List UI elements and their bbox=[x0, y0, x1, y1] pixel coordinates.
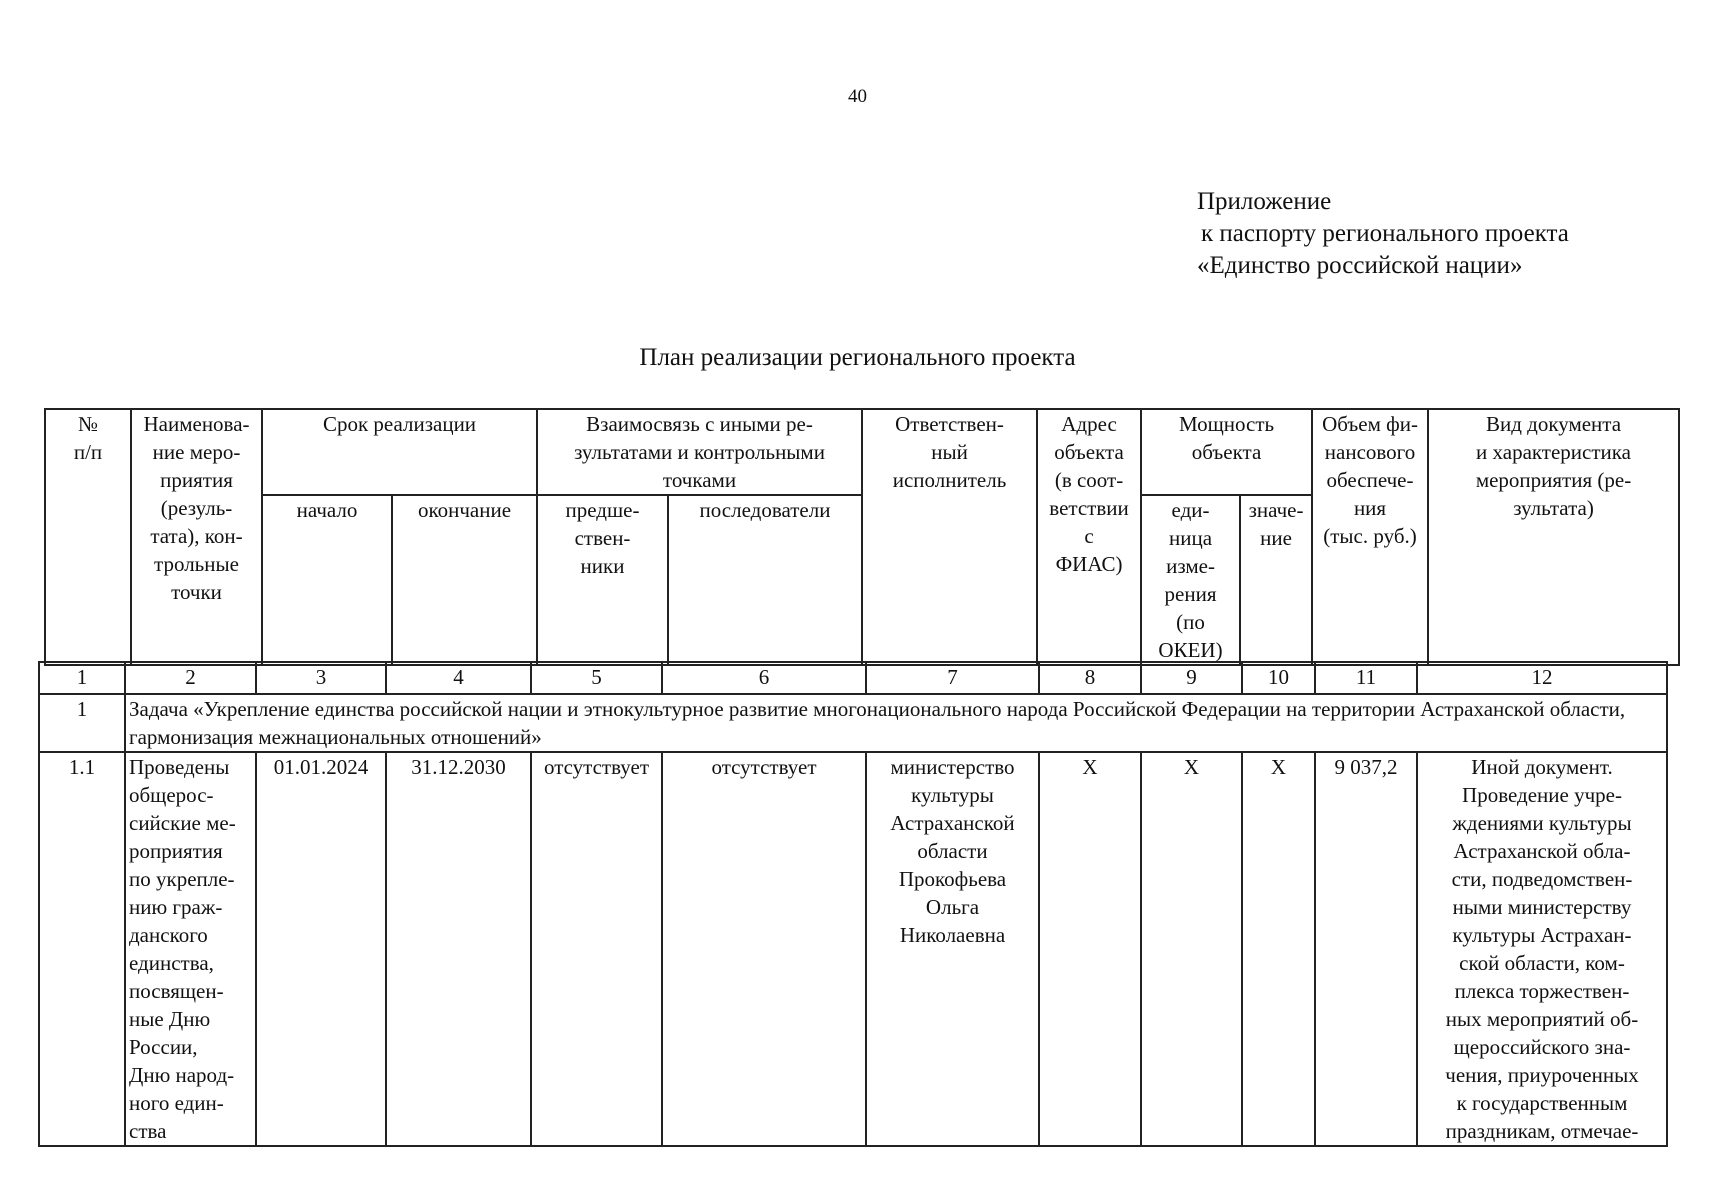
column-number: 9 bbox=[1141, 662, 1242, 694]
header-number: № п/п bbox=[45, 409, 131, 665]
header-end: окончание bbox=[392, 495, 537, 665]
appendix-line: «Единство российской нации» bbox=[1197, 252, 1523, 279]
row-document: Иной документ. Проведение учре- ждениями культуры Астраханской обла- сти, подведомствен- ными министерству культуры Астрахан- ской области, ком- плекса торжествен- ных мероприятий об- щероссийского зна- чения, приуроченных к государственным праздникам, отмечае- bbox=[1417, 752, 1667, 1146]
header-successors: последователи bbox=[668, 495, 862, 665]
document-title: План реализации регионального проекта bbox=[639, 344, 1076, 371]
header-period: Срок реализации bbox=[262, 409, 537, 495]
row-value: X bbox=[1242, 752, 1315, 1146]
header-address: Адрес объекта (в соот- ветствии с ФИАС) bbox=[1037, 409, 1141, 665]
column-number: 6 bbox=[662, 662, 866, 694]
column-number: 4 bbox=[386, 662, 531, 694]
column-number: 7 bbox=[866, 662, 1039, 694]
column-number: 11 bbox=[1315, 662, 1417, 694]
header-start: начало bbox=[262, 495, 392, 665]
row-number: 1.1 bbox=[39, 752, 125, 1146]
table-row bbox=[39, 752, 1667, 1146]
page-number: 40 bbox=[848, 86, 867, 107]
header-value: значе- ние bbox=[1240, 495, 1312, 665]
header-responsible: Ответствен- ный исполнитель bbox=[862, 409, 1037, 665]
appendix-line: Приложение bbox=[1197, 188, 1332, 215]
plan-table-body bbox=[38, 661, 1668, 1147]
task-text: Задача «Укрепление единства российской нации и этнокультурное развитие многонационального народа Российской Федерации на территории Астраханской области, гармонизация межнациональных отношений» bbox=[125, 694, 1667, 752]
row-responsible: министерство культуры Астраханской области Прокофьева Ольга Николаевна bbox=[866, 752, 1039, 1146]
column-number: 5 bbox=[531, 662, 662, 694]
row-funding: 9 037,2 bbox=[1315, 752, 1417, 1146]
header-name: Наименова- ние меро- приятия (резуль- тата), кон- трольные точки bbox=[131, 409, 262, 665]
column-number: 10 bbox=[1242, 662, 1315, 694]
header-capacity: Мощность объекта bbox=[1141, 409, 1312, 495]
column-number: 12 bbox=[1417, 662, 1667, 694]
row-end: 31.12.2030 bbox=[386, 752, 531, 1146]
task-number: 1 bbox=[39, 694, 125, 752]
column-number: 8 bbox=[1039, 662, 1141, 694]
row-unit: X bbox=[1141, 752, 1242, 1146]
row-predecessors: отсутствует bbox=[531, 752, 662, 1146]
header-unit: еди- ница изме- рения (по ОКЕИ) bbox=[1141, 495, 1240, 665]
header-document: Вид документа и характеристика мероприятия (ре- зультата) bbox=[1428, 409, 1679, 665]
row-name: Проведены общерос- сийские ме- роприятия по укрепле- нию граж- данского единства, посвящен- ные Дню России, Дню народ- ного един- ства bbox=[125, 752, 256, 1146]
column-number: 3 bbox=[256, 662, 386, 694]
row-start: 01.01.2024 bbox=[256, 752, 386, 1146]
row-address: X bbox=[1039, 752, 1141, 1146]
header-links: Взаимосвязь с иными ре- зультатами и контрольными точками bbox=[537, 409, 862, 495]
appendix-note bbox=[1197, 186, 1569, 282]
column-number: 1 bbox=[39, 662, 125, 694]
plan-table-header bbox=[44, 408, 1680, 666]
header-predecessors: предше- ствен- ники bbox=[537, 495, 668, 665]
column-number: 2 bbox=[125, 662, 256, 694]
appendix-line: к паспорту регионального проекта bbox=[1201, 220, 1569, 247]
row-successors: отсутствует bbox=[662, 752, 866, 1146]
header-funding: Объем фи- нансового обеспече- ния (тыс. руб.) bbox=[1312, 409, 1428, 665]
